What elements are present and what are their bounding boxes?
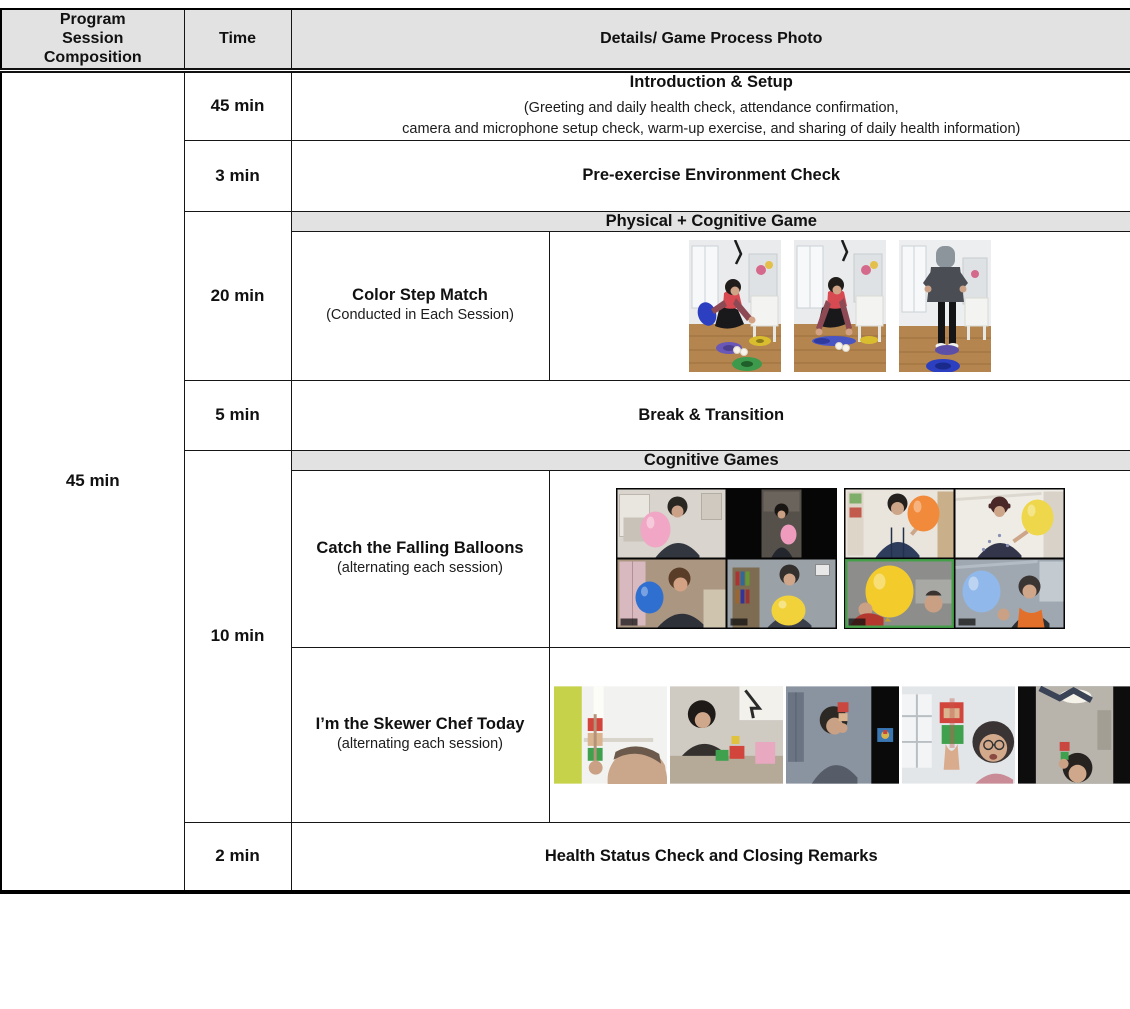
section-cognitive-games: Cognitive Games	[291, 450, 1130, 470]
balloons-subtitle: (alternating each session)	[336, 559, 504, 576]
balloon-blue-1	[635, 582, 663, 614]
cell-balloons-label	[291, 470, 549, 647]
cell-env-check-title: Pre-exercise Environment Check	[291, 140, 1130, 211]
color-step-title: Color Step Match	[352, 285, 488, 304]
program-session-table	[0, 8, 1130, 894]
cell-closing-title: Health Status Check and Closing Remarks	[291, 822, 1130, 892]
section-physical-cognitive-game: Physical + Cognitive Game	[291, 211, 1130, 231]
balloon-orange-1	[907, 496, 939, 532]
color-step-photo-strip	[550, 240, 1130, 372]
time-env-check: 3 min	[184, 140, 291, 211]
time-closing: 2 min	[184, 822, 291, 892]
header-program-session-composition: Program Session Composition	[1, 9, 184, 70]
balloon-blue-2	[962, 571, 1000, 613]
header-details-game-process-photo: Details/ Game Process Photo	[291, 9, 1130, 70]
cell-balloons-photos	[549, 470, 1130, 647]
photo-color-step-2	[794, 240, 886, 372]
intro-desc-line1: (Greeting and daily health check, attendance confirmation,	[523, 99, 899, 116]
header-row	[1, 9, 1130, 70]
photo-skewer-5	[1018, 686, 1130, 784]
cell-break-title: Break & Transition	[291, 380, 1130, 450]
total-session-time: 45 min	[1, 70, 184, 892]
time-intro: 45 min	[184, 70, 291, 140]
photo-skewer-3	[786, 686, 899, 784]
cell-skewer-photos	[549, 647, 1130, 822]
program-session-table-wrap	[0, 8, 1130, 894]
balloons-photo-strip	[550, 488, 1130, 629]
cell-color-step-label	[291, 231, 549, 380]
photo-color-step-3	[899, 240, 991, 372]
balloon-yellow-1	[771, 596, 805, 626]
photo-skewer-4	[902, 686, 1015, 784]
photo-balloons-grid-left	[616, 488, 837, 629]
photo-skewer-2	[670, 686, 783, 784]
balloon-pink-1	[640, 512, 670, 548]
balloons-title: Catch the Falling Balloons	[316, 538, 524, 557]
time-break: 5 min	[184, 380, 291, 450]
intro-desc-line2: camera and microphone setup check, warm-up exercise, and sharing of daily health information)	[402, 120, 1021, 137]
time-physical-cognitive: 20 min	[184, 211, 291, 380]
row-introduction	[1, 70, 1130, 140]
cell-skewer-label	[291, 647, 549, 822]
photo-color-step-1	[689, 240, 781, 372]
color-step-subtitle: (Conducted in Each Session)	[326, 306, 514, 323]
time-cognitive: 10 min	[184, 450, 291, 822]
balloon-yellow-3	[865, 566, 913, 618]
cell-color-step-photos	[549, 231, 1130, 380]
header-time: Time	[184, 9, 291, 70]
skewer-subtitle: (alternating each session)	[336, 735, 504, 752]
cell-introduction	[291, 70, 1130, 140]
intro-title: Introduction & Setup	[629, 72, 793, 91]
photo-skewer-1	[554, 686, 667, 784]
balloon-pink-2	[780, 525, 796, 545]
photo-balloons-grid-right	[844, 488, 1065, 629]
balloon-yellow-2	[1021, 500, 1053, 536]
skewer-photo-strip	[550, 686, 1130, 784]
skewer-title: I’m the Skewer Chef Today	[315, 714, 525, 733]
